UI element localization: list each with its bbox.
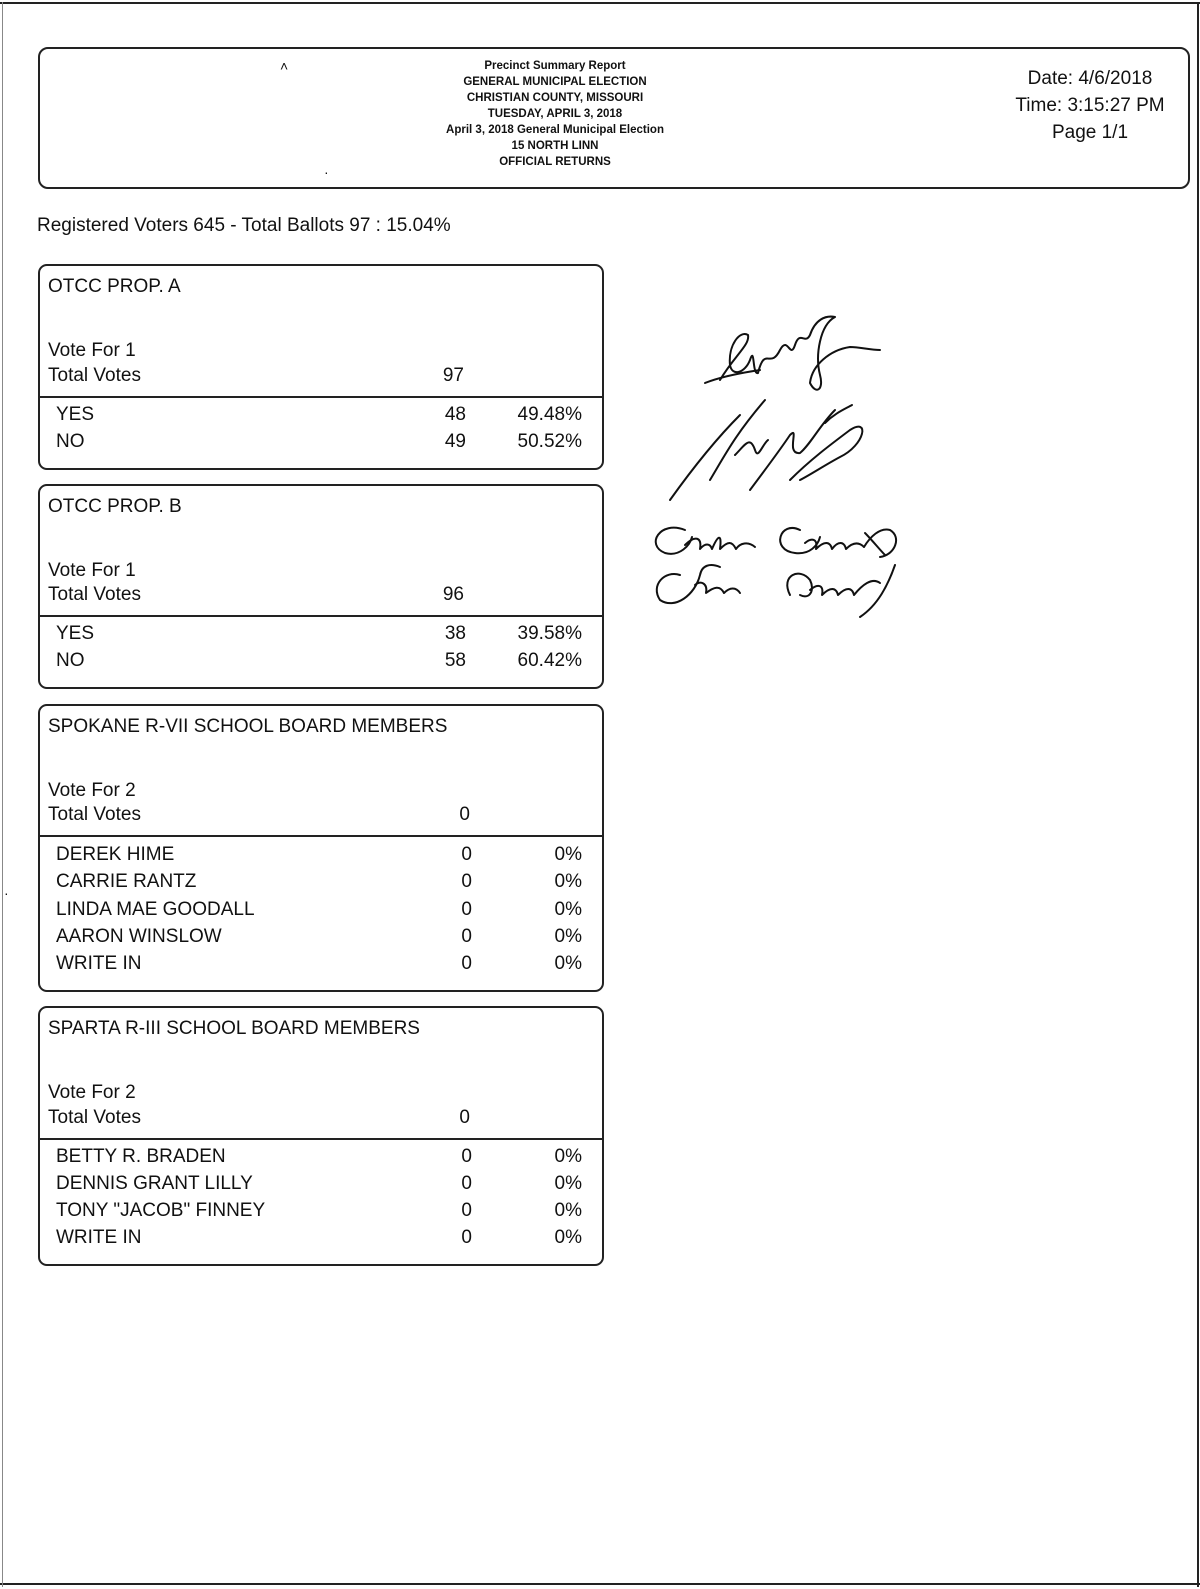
choice-votes: 49 [444, 431, 466, 452]
report-meta [1000, 65, 1180, 146]
total-votes-label: Total Votes [48, 365, 141, 386]
page-border-right [1197, 2, 1199, 1587]
choice-name: LINDA MAE GOODALL [56, 899, 255, 920]
choice-name: NO [56, 650, 85, 671]
signature-stroke [670, 415, 740, 500]
divider [40, 1138, 602, 1140]
signature-stroke [656, 528, 692, 554]
signature-stroke [787, 574, 812, 597]
result-row [40, 899, 602, 926]
choice-percent: 0% [554, 1173, 582, 1194]
vote-for-label: Vote For 2 [48, 1082, 136, 1103]
ballot-summary: Registered Voters 645 - Total Ballots 97 : 15.04% [37, 215, 451, 236]
choice-name: BETTY R. BRADEN [56, 1146, 226, 1167]
contest-box [38, 704, 604, 992]
choice-name: YES [56, 404, 95, 425]
vote-for-label: Vote For 1 [48, 340, 136, 361]
choice-votes: 0 [461, 1173, 472, 1194]
total-votes-value: 96 [442, 584, 464, 605]
contest-title: SPARTA R-III SCHOOL BOARD MEMBERS [48, 1018, 420, 1039]
total-votes-value: 0 [459, 1107, 470, 1128]
report-title-line: Precinct Summary Report [484, 60, 626, 72]
signature-stroke [735, 440, 768, 455]
contest-title: OTCC PROP. B [48, 496, 182, 517]
choice-percent: 0% [554, 871, 582, 892]
choice-votes: 48 [444, 404, 466, 425]
report-header [38, 47, 1190, 189]
choice-percent: 0% [554, 1146, 582, 1167]
total-votes-label: Total Votes [48, 804, 141, 825]
report-page-number: Page 1/1 [1051, 122, 1129, 143]
divider [40, 396, 602, 398]
result-row [40, 926, 602, 953]
total-votes-value: 0 [459, 804, 470, 825]
report-title-line: April 3, 2018 General Municipal Election [446, 124, 664, 136]
choice-name: WRITE IN [56, 953, 142, 974]
result-row [40, 404, 602, 431]
result-row [40, 1227, 602, 1254]
signature-stroke [860, 565, 895, 617]
divider [40, 615, 602, 617]
report-title-line: GENERAL MUNICIPAL ELECTION [463, 76, 647, 88]
choice-percent: 60.42% [517, 650, 582, 671]
choice-name: DEREK HIME [56, 844, 175, 865]
report-title-line: CHRISTIAN COUNTY, MISSOURI [466, 92, 644, 104]
result-row [40, 1200, 602, 1227]
choice-name: NO [56, 431, 85, 452]
choice-percent: 0% [554, 844, 582, 865]
signature-stroke [685, 538, 755, 549]
page-border-left [2, 2, 3, 1587]
handwritten-signatures [640, 305, 940, 635]
signature-stroke [710, 400, 765, 480]
report-title-line: TUESDAY, APRIL 3, 2018 [487, 108, 623, 120]
vote-for-label: Vote For 2 [48, 780, 136, 801]
contest-box [38, 264, 604, 470]
choice-name: CARRIE RANTZ [56, 871, 197, 892]
page-border-top [0, 2, 1200, 4]
choice-percent: 0% [554, 926, 582, 947]
signature-stroke [705, 370, 760, 383]
report-time: Time: 3:15:27 PM [1015, 95, 1165, 116]
choice-percent: 50.52% [517, 431, 582, 452]
signature-stroke [810, 581, 880, 595]
total-votes-label: Total Votes [48, 584, 141, 605]
scan-speck: ˄ [280, 58, 289, 74]
contest-box [38, 1006, 604, 1266]
choice-votes: 0 [461, 871, 472, 892]
signature-stroke [720, 317, 880, 390]
result-row [40, 871, 602, 898]
result-row [40, 953, 602, 980]
report-date: Date: 4/6/2018 [1027, 68, 1153, 89]
choice-votes: 0 [461, 1227, 472, 1248]
signature-stroke [865, 533, 885, 555]
divider [40, 835, 602, 837]
result-row [40, 1173, 602, 1200]
choice-votes: 0 [461, 953, 472, 974]
page-border-bottom [0, 1583, 1200, 1585]
result-row [40, 650, 602, 677]
choice-percent: 0% [554, 899, 582, 920]
choice-percent: 0% [554, 953, 582, 974]
choice-name: TONY "JACOB" FINNEY [56, 1200, 266, 1221]
result-row [40, 1146, 602, 1173]
choice-votes: 0 [461, 926, 472, 947]
choice-name: WRITE IN [56, 1227, 142, 1248]
contest-title: SPOKANE R-VII SCHOOL BOARD MEMBERS [48, 716, 448, 737]
choice-percent: 39.58% [517, 623, 582, 644]
scan-speck: · [4, 885, 9, 901]
choice-votes: 0 [461, 1200, 472, 1221]
choice-percent: 49.48% [517, 404, 582, 425]
report-title-block [390, 58, 720, 170]
choice-percent: 0% [554, 1227, 582, 1248]
choice-votes: 0 [461, 899, 472, 920]
report-title-line: OFFICIAL RETURNS [499, 156, 611, 168]
total-votes-label: Total Votes [48, 1107, 141, 1128]
scan-speck: · [324, 164, 329, 180]
result-row [40, 431, 602, 458]
contest-box [38, 484, 604, 689]
signature-stroke [657, 565, 720, 603]
vote-for-label: Vote For 1 [48, 560, 136, 581]
choice-votes: 58 [444, 650, 466, 671]
contest-title: OTCC PROP. A [48, 276, 181, 297]
choice-votes: 0 [461, 844, 472, 865]
signature-stroke [825, 405, 852, 423]
choice-name: AARON WINSLOW [56, 926, 222, 947]
total-votes-value: 97 [442, 365, 464, 386]
choice-percent: 0% [554, 1200, 582, 1221]
choice-votes: 38 [444, 623, 466, 644]
choice-votes: 0 [461, 1146, 472, 1167]
signature-stroke [695, 583, 740, 593]
result-row [40, 623, 602, 650]
result-row [40, 844, 602, 871]
report-title-line: 15 NORTH LINN [511, 140, 599, 152]
choice-name: DENNIS GRANT LILLY [56, 1173, 253, 1194]
choice-name: YES [56, 623, 95, 644]
